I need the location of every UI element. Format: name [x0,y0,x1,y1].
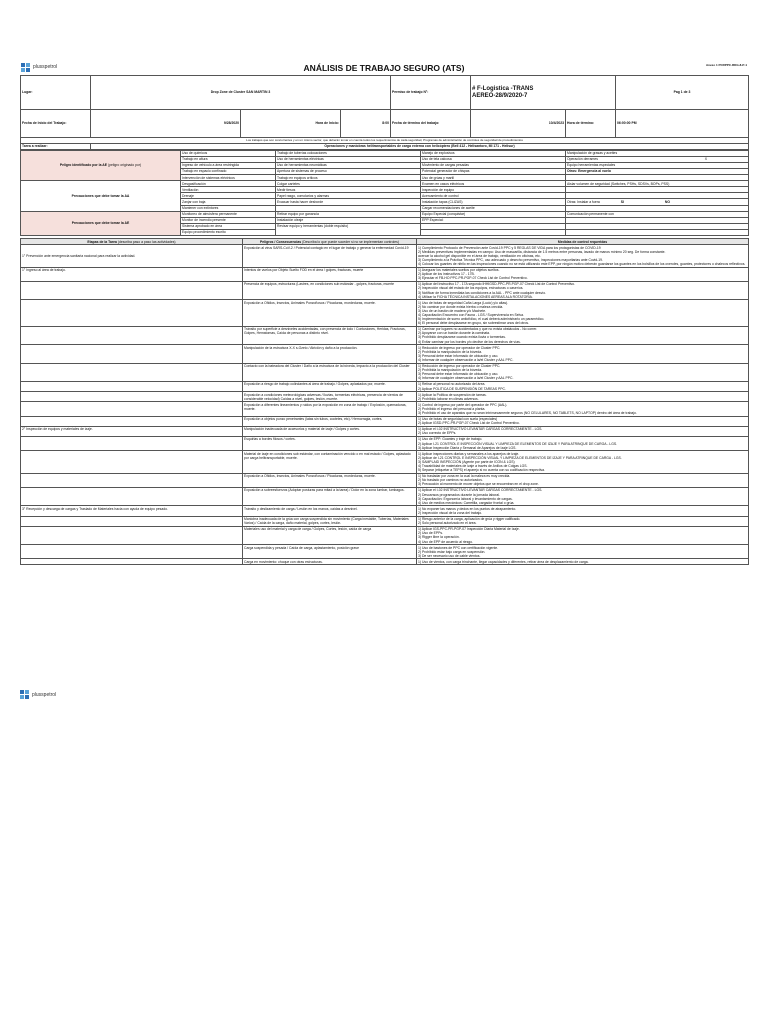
peligro-cell: Exposición a Ofidios, Insectos, Animales Ponzoñosos / Picaduras, mordeduras, muerte. [243,473,417,487]
medidas-cell: 1) Aplicar inspecciones diarias y semanales a los aparejos de izaje. 2) Aplicar de I-21 CONTROL E INSPECCIÓN VISUAL Y LIMPIEZA DE ELEMENTOS DE IZAJE Y PARA ATRINQUE DE CARGA - LGS. 3) SAMPLAID INSPECCIÓN (Agente por parte de ICON & LGS) 4) Trazabilidad de materiales de izaje a través de Anillos de Colgas LGS. 5) Separar (etiquetar a TEPS) el aparejo si no cuenta con su codificación respectiva. [417,451,749,473]
ats-page [20,62,748,565]
aa-c3-2: Acercamiento de control [421,193,566,199]
etapa-cell: 1° Prevención ante emergencia sanitaria nacional para realizar la actividad. [21,245,243,267]
table-row [21,402,749,416]
peligro-label-note: (peligro originado por) [107,163,142,168]
fecha-termino-label: Fecha de término del trabajo: [391,110,471,138]
fecha-inicio-value: 9/28/2020 [91,110,241,138]
table-row [21,381,749,391]
etapa-cell [21,402,243,416]
table-row [21,300,749,327]
peligro-cell: Manipulación de la estructura X-X s-Ozeio / Atrición y daño a la producción. [243,345,417,363]
medidas-cell: 1) Aplicar el I-02 INSTRUCTIVO LEVANTAR CARGAS CORRECTAMENTE - LGS. 2) Descansos programados durante la jornada laboral. 3) Capacitación: Ergonomía laboral y levantamiento de cargas. 4) Uso de medios mecánicos: Carretilla, cargador frontal o grúa. [417,487,749,505]
medidas-cell: 1) Aplicar IGS-PPC-PR-PGP-07 Inspección Diaria Material de Izaje. 2) Uso de EPPs. 3) Rigger libre la operación. 4) Uso de EPP de acuerdo al riesgo. [417,526,749,544]
risk-table [20,238,749,565]
permiso-value-1: # F-Logistica -TRANS [472,86,534,92]
col-medidas-header: Medidas de control requeridas [417,239,749,245]
medidas-cell: 1) Reducción de ingreso por operador de Cluster PPC. 2) Prohibida la manipulación de la bóveda. 3) Personal debe estar informado de ubicación y uso. 4) Informar de cualquier observación a la/el Cluster y AAL PPC. [417,363,749,381]
peligro-cell: Exposición a condiciones meteorológicas adversas / lluvias, tormentas eléctricas, presencia de vientos de considerable velocidad) Caídas a nivel, golpes, lesión, muerte. [243,392,417,402]
col-etapas-note: (describa paso a paso las actividades) [117,239,176,244]
aa-c1-3: Zanjar con baja [181,199,276,205]
tarea-value: Operaciones y maniobras helitransportables de carga externa con helicóptero (Bell 412 - Helisantoro, MI 171 - Helisur) [91,143,749,149]
table-row [21,392,749,402]
table-row [21,516,749,526]
peligro-cell: Exposición a diferentes lineamientos y ruidos por la exposición en zona de trabajo / Explosión, quemaduras, muerte. [243,402,417,416]
peligro-cell: Exposición a Ofidios, Insectos, Animales Ponzoñosos / Picaduras, mordeduras, muerte. [243,300,417,327]
col-etapas-header: Etapas de la Tarea [87,239,117,244]
table-row [21,451,749,473]
aa-c4-0: Aislar volumen de seguridad (Switches, PSHs, SDSVs, BOPs, PSS) [566,181,749,187]
medidas-cell: 1) Asegurar los materiales sueltos por objetos sueltos. 2) Aplicar de los instructivos 17 - 17B. 3) Ejecutar el FB-HO PPC-PR-PGP-07 Check List de Control Preventivo. [417,267,749,281]
peligro-c3-0: Manejo de explosivos [421,150,566,156]
peligro-cell: Exposición a sobreesfuerzos (Adoptar posturas para mitad a la tarea) / Dolor en la zona lumbar, lumbagos. [243,487,417,505]
fecha-inicio-label: Fecha de Inicio del Trabajo: [21,110,91,138]
peligro-c3-2: Movimiento de cargas pesadas [421,162,566,168]
table-row [21,267,749,281]
table-row [21,245,749,267]
etapa-cell [21,545,243,559]
peligro-cell: Contacto con la bateadora del Cluster / Daño a la estructura de la bóveda, Impacto a la producción del Cluster [243,363,417,381]
etapa-cell [21,436,243,450]
peligro-cell: Tránsito por superficie a desniveles accidentadas, con presencia de lodo / Contusiones, Heridas, Fracturas, Golpes, Hematomas, Caída de personas a distinto nivel. [243,326,417,344]
ae-c2-0: Retirar equipo por ganancia [276,211,421,217]
form-code: Anexo 1 PCRPPC-RDG-8-P-1 [705,62,747,67]
aa-c2-1: Medir tiesos [276,187,421,193]
peligro-c1-0: Uso de químicos [181,150,276,156]
table-row [21,326,749,344]
peligro-mark: X [704,157,707,162]
aa-c1-2: Drenaje [181,193,276,199]
peligro-cell: Presencia de equipos, estructuras (Lastres, en condiciones sub estándar - golpes, fracturas, muerte [243,281,417,299]
peligro-c4-1: Operación derrames [567,157,598,162]
logo-icon [21,63,31,73]
ae-c1-2: Sistema aprobado en área [181,223,276,229]
peligro-c1-4: Intervención de sistemas eléctricos [181,175,276,181]
aa-c2-3: Evacuar hasta hacer desborde [276,199,421,205]
etapa-cell [21,516,243,526]
etapa-cell [21,392,243,402]
etapa-cell [21,345,243,363]
etapa-cell [21,416,243,426]
ae-c2-1: Instalación oleaje [276,217,421,223]
aa-c3-4: Cargar recomendaciones de aceite [421,205,566,211]
precauciones-ae-label: Precauciones que debe tomar la AE [21,211,181,235]
medidas-cell: 1) Aplicar del Instructivo 17 - 17A segundo IHHIGSD-PPC-PR-PGP-07 Check List de Control Preventivo. 2) Inspección visual del estado de los equipos, estructuras o caseríos. 3) Notificar de forma inmediata las condiciones a la AAL - PPC ante cualquier desvío. 4) Utilizar la FICHA TÉCNICA INSTALACIONES AEREAS ALA ROTATORIA. [417,281,749,299]
hora-inicio-value: 8:00 [341,110,391,138]
peligro-c3-1: Uso de tela calcosa [421,156,566,162]
header-table [20,62,748,73]
ae-c4-0: Comunicación permanente con [566,211,749,217]
peligro-label: Peligro identificado por la AE [59,163,108,168]
etapa-cell [21,559,243,565]
etapa-cell [21,300,243,327]
peligro-c4-3: Otros: Emergencia al vuelo [566,168,749,174]
etapa-cell [21,363,243,381]
medidas-cell: 1) Uso de botas de seguridad con suela (especiales) 2) Aplicar IGSD-PPC-PR-PGP-07 Check List de Control Preventivo. [417,416,749,426]
lugar-value: Drop Zone de Cluster SAN MARTIN 3 [91,76,391,110]
etapa-cell: 3° Recepción y descarga de cargas y Traslado de Materiales hacia con ayuda de equipo pesado. [21,506,243,516]
medidas-cell: 1) Riesgo anterior de la carga, aplicación de grúa y rigger calificado. 2) Solo personal autorizado en el área. [417,516,749,526]
ae-c3-0: Equipo Especial (conquistar) [421,211,566,217]
table-row [21,545,749,559]
medidas-cell: 1) Uso de botas de seguridad Caña Larga (Lucio) y/o altas). 2) No caminar por donde exista hierba o maleza crecida. 3) Uso de un bastón de madera y/o Machete. 4) Capacitación Encuentro con Fauna - LGS / Supervivencia en Selva. 5) Implementación de suero antiofídico, el cual deberá administrarlo un paramédico. 6) El personal debe desplazarse en grupo, sin sobrestimar unos del otros. [417,300,749,327]
medidas-cell: 1) Uso de bastones de PPC con certificación vigente. 2) Prohibido estar bajo carga en suspensión. 3) De ser necesario uso de cable vientos. [417,545,749,559]
precauciones-aa-label: Precauciones que debe tomar la AA [21,181,181,211]
lugar-label: Lugar: [21,76,91,110]
etapa-cell: 1° Ingreso al área de trabajo. [21,267,243,281]
medidas-cell: 1) Aplicar la Política de suspensión de tareas. 2) Prohibido laborar en climas adversos. [417,392,749,402]
col-peligros-header: Peligros / Consecuencias [260,239,302,244]
aa-c1-0: Desgasificación [181,181,276,187]
document-title: ANÁLISIS DE TRABAJO SEGURO (ATS) [303,62,465,73]
table-row [21,506,749,516]
medidas-cell: 1) Control de ingreso por parte del operador de PPC (AAL). 2) Prohibido el ingreso del personal a planta. 3) Prohibido el uso de aparatos que no sean intrínsecamente seguros (NO CELULARES, NO TABLETS, NO LAPTOP) dentro del área de trabajo. [417,402,749,416]
peligro-c2-1: Uso de herramientas eléctricas [276,156,421,162]
peligro-cell: Esquirlas a bordes filosos / cortes. [243,436,417,450]
peligro-cell: Materiales uso del material y carga de carga / Golpes, Cortes, lesión, caída de carga [243,526,417,544]
aa-c2-0: Colgar carteles [276,181,421,187]
peligro-c3-4: Uso de grúas y martil [421,175,566,181]
permiso-label: Permiso de trabajo N°: [391,76,471,110]
peligro-c1-2: Ingreso de vehículo a área restringida [181,162,276,168]
aa-c1-4: Mantener con extintores [181,205,276,211]
peligro-cell: Tránsito y deslizamiento de carga / Lesión en los manos, caídas a desnivel. [243,506,417,516]
peligro-cell: Maniobra inadecuada de la grúa con carga suspendida sin movimiento (Carga inestable, Tuberías, Materiales Varios) / Caída de la carga, daño material, golpes, cortes, lesión. [243,516,417,526]
table-row [21,436,749,450]
peligro-cell: Exposición al virus SARS-CoV-2 / Potencial contagio en el lugar de trabajo y generar la enfermedad Covid-19 [243,245,417,267]
etapa-cell [21,326,243,344]
etapa-cell [21,381,243,391]
logo-icon [20,690,30,700]
etapa-cell [21,526,243,544]
ae-c2-2: Revisar equipo y herramientas (doble requisito) [276,223,421,235]
peligro-c1-3: Trabajo en espacio confinado [181,168,276,174]
peligro-cell: Exposición a riesgo de trabajo colindantes al área de trabajo / Golpes, aplastados por, muerte. [243,381,417,391]
peligro-cell: Carga suspendida y pesada / Caída de carga, aplastamiento, posición grave [243,545,417,559]
ae-c1-0: Monitoreo de atmósfera permanente [181,211,276,217]
ae-c3-1: EPP Especial: [421,217,566,223]
table-row [21,487,749,505]
hora-inicio-label: Hora de Inicio: [241,110,341,138]
table-row [21,526,749,544]
peligro-c2-0: Trabajo de tuberías colocaciones [276,150,421,156]
peligro-c1-1: Trabajo en altura [181,156,276,162]
etapa-cell: 2° Inspección de equipos y materiales de izaje. [21,426,243,436]
peligro-cell: Exposición a objetos punzo penetrantes (latas sin tubos, cocteles, etc) / Hemorragia, cortes. [243,416,417,426]
medidas-cell: 1) Uso de EPP: Guantes y traje de trabajo. 2) Aplicar I-21 CONTROL E INSPECCIÓN VISUAL Y LIMPIEZA DE ELEMENTOS DE IZAJE Y PARA ATRINQUE DE CARGA - LGS. 3) Aplicar Inspección Diaria y Semanal de Aparejos de Izaje LGS. [417,436,749,450]
peligro-cell: Manipulación inadecuada de accesorios y material de izaje / Golpes y cortes. [243,426,417,436]
permiso-value-2: AEREO-28/9/2020-7 [472,92,528,99]
etapa-cell [21,281,243,299]
aa-c1-1: Ventilación [181,187,276,193]
table-row [21,416,749,426]
peligro-table [20,150,749,236]
footer-logo-text: plusspetrol [32,692,57,698]
peligro-c4-2: Equipo herramientas especiales [566,162,749,168]
company-logo [21,63,111,73]
medidas-cell: 1) Caminar por lugares no accidentados y que no exista obstáculos - No correr. 2) Apoyarse con un bastón durante la caminata. 3) Prohibido desplazarse cuando exista lluvia o tormentas. 4) Evitar caminar por los bordes y/o declive de los derechos de vías. [417,326,749,344]
aa-c3-1: Inspección de equipo [421,187,566,193]
tarea-label: Tarea a realizar: [21,143,91,149]
table-row [21,473,749,487]
page-number: Pag 1 de 3 [616,76,749,110]
footer-logo [20,690,56,700]
etapa-cell [21,473,243,487]
aa-c3-3: Instalación tapas (CLIZAS) [421,199,566,205]
medidas-cell: 1) No exponer las manos y dedos en los puntos de atrapamiento. 2) Inspección visual de la zona del trabajo. [417,506,749,516]
aa-si-label: SI [620,199,624,204]
medidas-cell: 1) Aplicar el I-02 INSTRUCTIVO LEVANTAR CARGAS CORRECTAMENTE - LGS. 2) Uso correcto de EPPs. [417,426,749,436]
fecha-termino-value: 10/4/2023 [471,110,566,138]
ae-c1-3: Equipo procedimiento escrito [181,229,276,235]
hora-termino-value: 06:00:00 PM [616,110,749,138]
hora-termino-label: Hora de término: [566,110,616,138]
table-row [21,363,749,381]
ae-c1-1: Monitor de incendio presente [181,217,276,223]
aa-c3-0: Examen en casos eléctricos [421,181,566,187]
col-peligros-note: (Describa lo que puede suceder si no se implementan controles) [302,239,399,244]
peligro-cell: Carga en movimiento: choque con otras estructuras. [243,559,417,565]
table-row [21,345,749,363]
table-row [21,559,749,565]
peligro-c4-0: Manipulación de grasas y aceites [566,150,749,156]
logo-text: plusspetrol [33,64,58,71]
medidas-cell: 1) Uso de vientos, con carga trinchante, llegar capacidades y diferentes, retirar área de desplazamiento de carga. [417,559,749,565]
info-note: Los trabajos que son concurrentes y en un mismo sector, que deberán tomar en cuenta todos los requerimientos de cada seguridad, Programas de administración de controles de seguridad de procedimientos [21,138,749,144]
aa-c4-3: Otras: Instalar a fuera [567,199,600,204]
peligro-c2-4: Trabajo en equipos críticos [276,175,421,181]
peligro-c2-3: Apertura de sistemas de proceso [276,168,421,174]
etapa-cell [21,451,243,473]
aa-c2-2: Papel rasgo, comolarios y alarmas [276,193,421,199]
peligro-cell: Intentos de vuelos por Objeto Suelto FOD en el área / golpes, fracturas, muerte [243,267,417,281]
peligro-c3-3: Potencial generador de chispas [421,168,566,174]
info-table [20,75,749,150]
table-row [21,426,749,436]
medidas-cell: 1) Cumplimiento Protocolo de Prevención ante Covid-19 PPC y 5 REGLAS DE VIDA para los protagonistas de COVID-19 2) Medidas preventivas implementadas en campo: Uso de mascarilla, distancia de 1.5 metros entre personas, lavado de manos mínimo 20 seg. De forma constante. acercar la alcohol gel disponible en el área de trabajo, ventilación en oficinas, etc. 3) Cumplimiento a la Práctica Técnica PPC, uso adecuado y desecho preventivo, inspecciones mayoritarias ante Covid-19. 4) Colocar los guantes de nitrilo en las inspecciones cuando no se está utilizando este EPP, por ningún motivo deberán guardarse los guantes en los bolsillos de los overoles, guantes, protectores o chalecos reflectivos. [417,245,749,267]
table-row [21,281,749,299]
aa-no-label: NO [664,199,671,204]
peligro-cell: Material de izaje en condiciones sub estándar, con contaminación vencido o en mal estado / Golpes, aplastado por carga helitransportable, muerte. [243,451,417,473]
medidas-cell: 1) Reducción de ingreso por operador de Cluster PPC. 2) Prohibida la manipulación de la bóveda. 3) Personal debe estar informado de ubicación y uso. 4) Informar de cualquier observación a la/el Cluster y AAL PPC. [417,345,749,363]
etapa-cell [21,487,243,505]
medidas-cell: 1) No trasladar por zona en la cual la maleza es muy crecida. 2) No traslado por caminos no autorizados. 3) Precaución al momento de mover objetos que se encuentran en el drop zone. [417,473,749,487]
medidas-cell: 1) Retirar al personal no autorizado del área. 2) Aplicar POLITICA DE SUSPENSIÓN DE TAREAS PPC. [417,381,749,391]
peligro-c2-2: Uso de herramientas neumáticas [276,162,421,168]
